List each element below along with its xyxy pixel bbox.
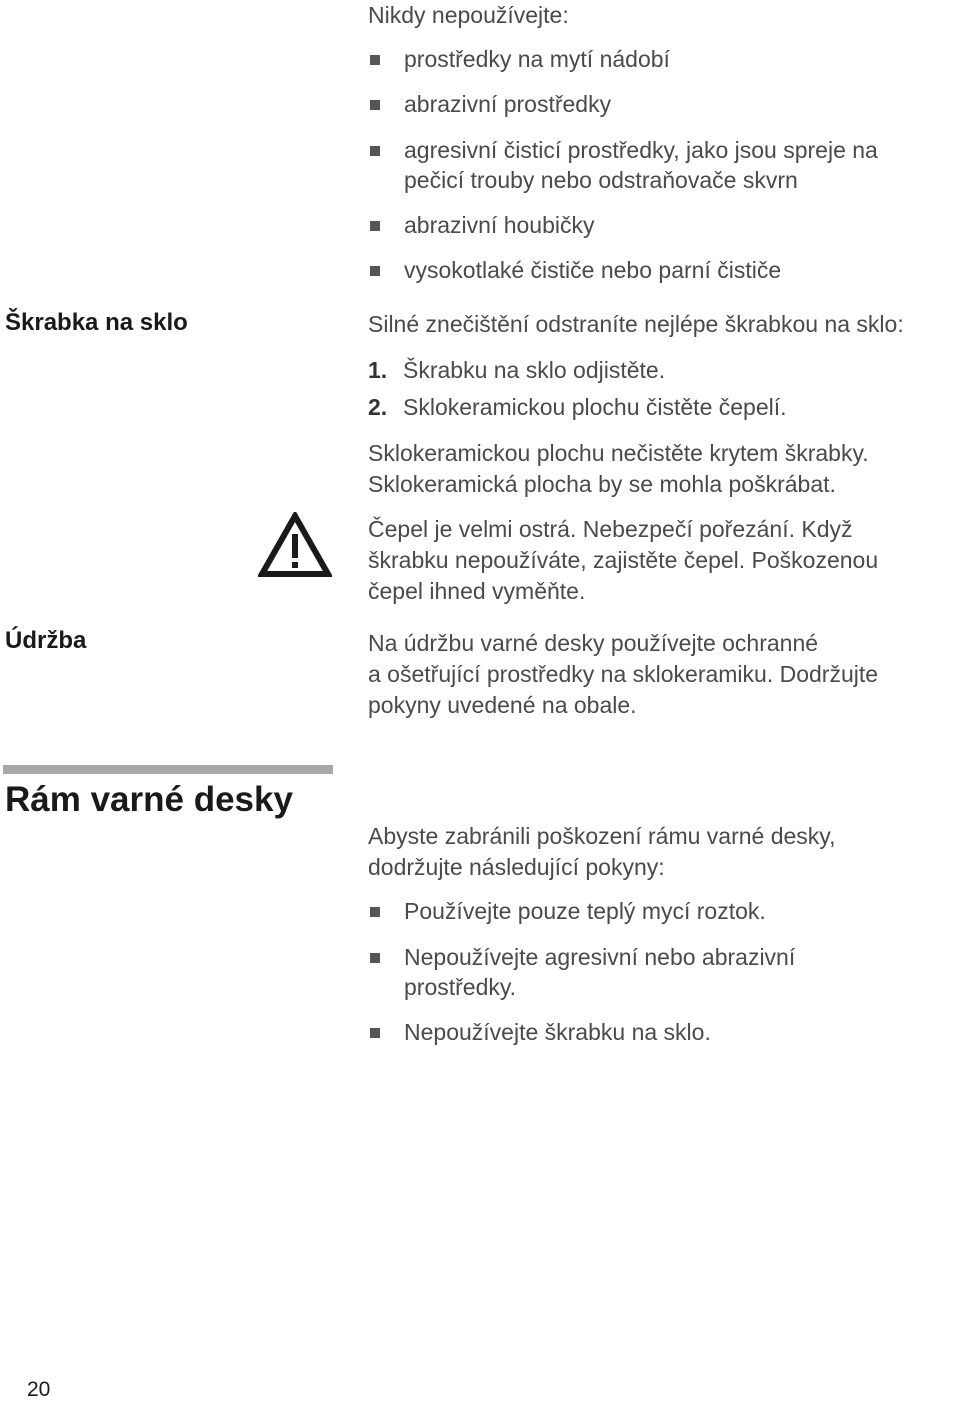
maintenance-text: a ošetřující prostředky na sklokeramiku. Dodržujte xyxy=(368,661,879,687)
list-item: Používejte pouze teplý mycí roztok. xyxy=(404,898,766,924)
square-bullet-icon xyxy=(370,100,380,110)
square-bullet-icon xyxy=(370,146,380,156)
never-use-intro: Nikdy nepoužívejte: xyxy=(368,2,569,28)
list-item: vysokotlaké čističe nebo parní čističe xyxy=(404,257,782,283)
section-heading-maintenance: Údržba xyxy=(5,627,87,654)
list-item: Nepoužívejte agresivní nebo abrazivní xyxy=(404,944,796,970)
frame-intro: Abyste zabránili poškození rámu varné desky, xyxy=(368,823,836,849)
list-item: Nepoužívejte škrabku na sklo. xyxy=(404,1019,711,1045)
scraper-note: Sklokeramickou plochu nečistěte krytem škrabky. xyxy=(368,440,869,466)
square-bullet-icon xyxy=(370,907,380,917)
list-item: abrazivní houbičky xyxy=(404,212,595,238)
list-item: agresivní čisticí prostředky, jako jsou spreje na xyxy=(404,137,878,163)
step-text: Sklokeramickou plochu čistěte čepelí. xyxy=(403,394,787,420)
warning-triangle-icon xyxy=(258,512,332,578)
warning-text: škrabku nepoužíváte, zajistěte čepel. Poškozenou xyxy=(368,547,879,573)
maintenance-text: pokyny uvedené na obale. xyxy=(368,692,637,718)
list-item-continuation: pečicí trouby nebo odstraňovače skvrn xyxy=(404,167,798,193)
warning-text: Čepel je velmi ostrá. Nebezpečí pořezání. Když xyxy=(368,516,853,542)
square-bullet-icon xyxy=(370,221,380,231)
step-text: Škrabku na sklo odjistěte. xyxy=(403,357,666,383)
square-bullet-icon xyxy=(370,266,380,276)
list-item: prostředky na mytí nádobí xyxy=(404,46,670,72)
scraper-intro: Silné znečištění odstraníte nejlépe škrabkou na sklo: xyxy=(368,311,904,337)
warning-text: čepel ihned vyměňte. xyxy=(368,578,586,604)
section-divider-bar xyxy=(3,765,333,774)
section-title-frame: Rám varné desky xyxy=(5,780,293,819)
scraper-note: Sklokeramická plocha by se mohla poškrábat. xyxy=(368,471,836,497)
step-number: 1. xyxy=(368,357,388,383)
maintenance-text: Na údržbu varné desky používejte ochranné xyxy=(368,630,819,656)
frame-intro: dodržujte následující pokyny: xyxy=(368,854,665,880)
square-bullet-icon xyxy=(370,55,380,65)
list-item-continuation: prostředky. xyxy=(404,974,517,1000)
page-number: 20 xyxy=(27,1378,51,1401)
section-heading-scraper: Škrabka na sklo xyxy=(5,309,188,336)
step-number: 2. xyxy=(368,394,388,420)
list-item: abrazivní prostředky xyxy=(404,91,612,117)
square-bullet-icon xyxy=(370,1028,380,1038)
square-bullet-icon xyxy=(370,953,380,963)
